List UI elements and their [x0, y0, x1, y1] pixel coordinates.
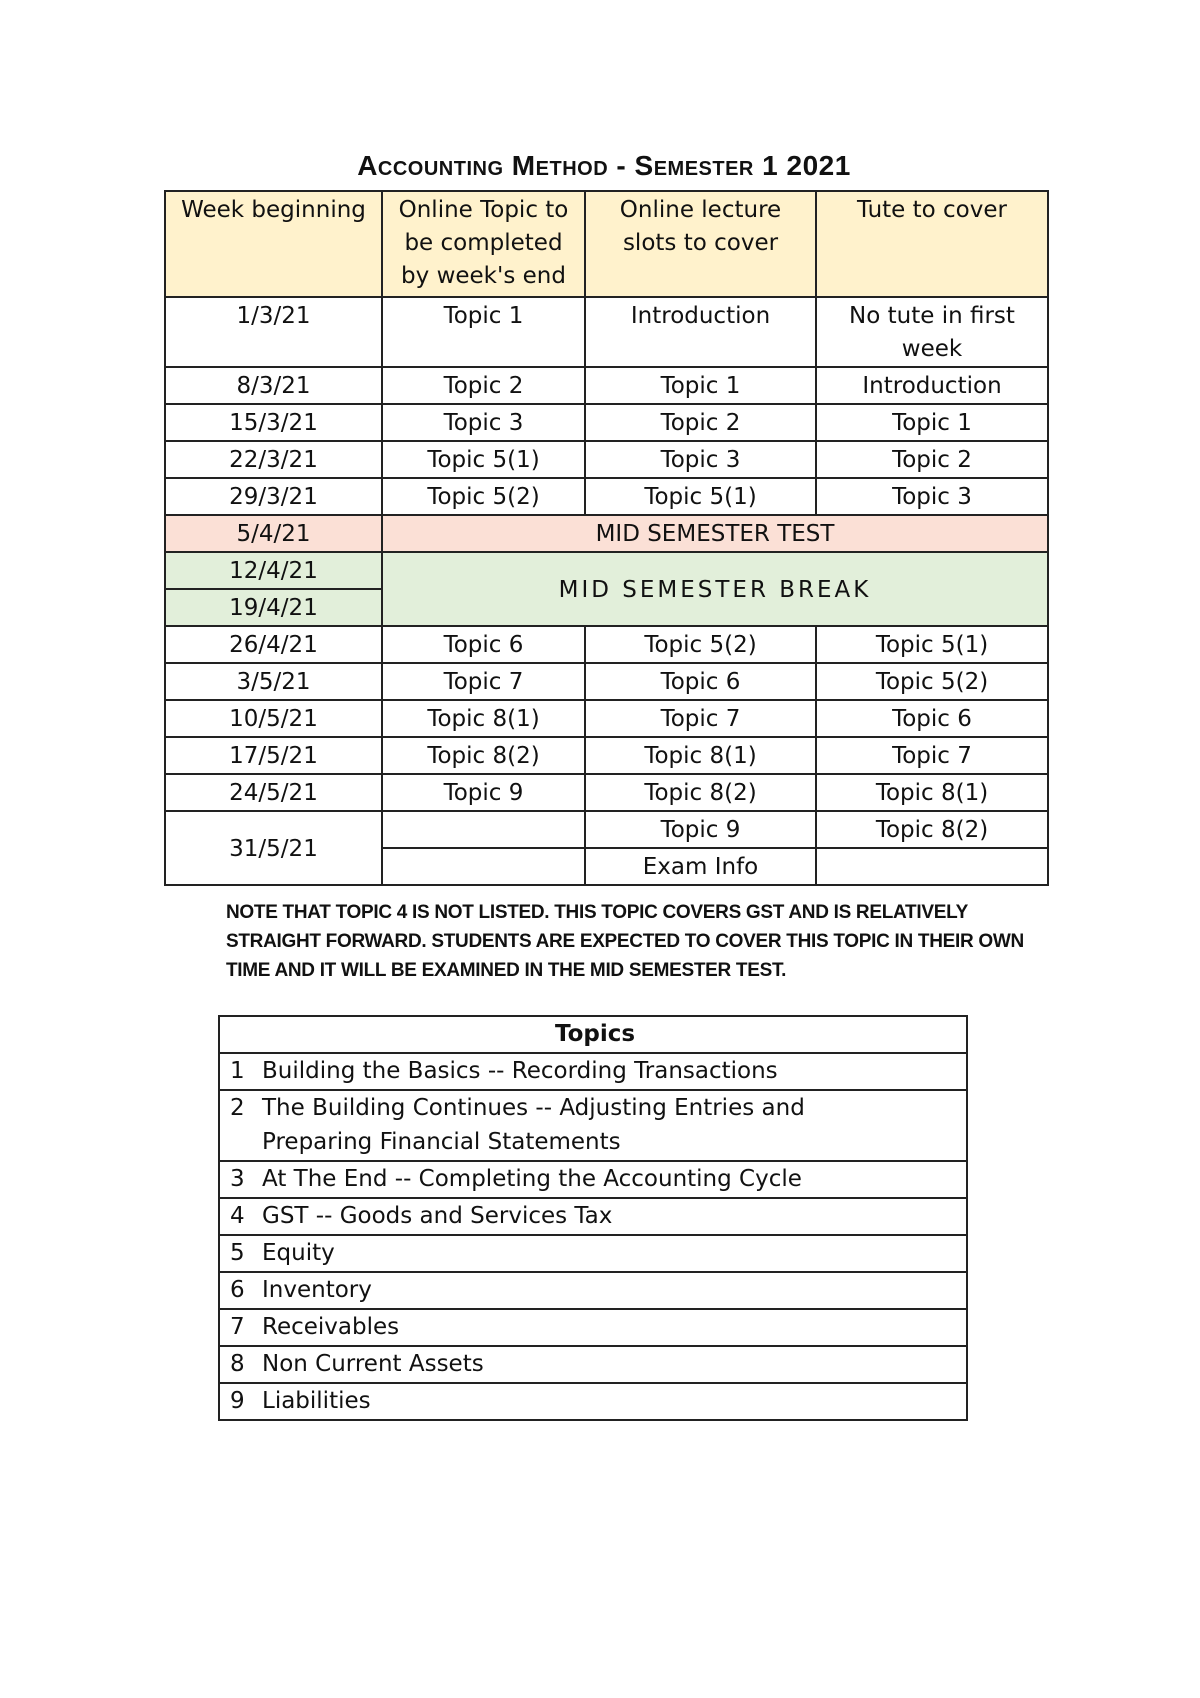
week-cell: 15/3/21 — [165, 404, 382, 441]
topic-cell — [219, 1235, 967, 1272]
topic4-note: NOTE THAT TOPIC 4 IS NOT LISTED. THIS TOPIC COVERS GST AND IS RELATIVELY STRAIGHT FORWARD. STUDENTS ARE EXPECTED TO COVER THIS TOPIC IN THEIR OWN TIME AND IT WILL BE EXAMINED IN THE MID SEMESTER TEST. — [226, 902, 1024, 981]
tute-cell: Topic 8(1) — [816, 774, 1048, 811]
tute-cell: Topic 5(2) — [816, 663, 1048, 700]
week-cell: 8/3/21 — [165, 367, 382, 404]
topic-name: Liabilities — [262, 1388, 371, 1414]
topic-cell — [219, 1090, 967, 1161]
schedule-body — [165, 191, 1048, 885]
schedule-row — [165, 404, 1048, 441]
topic-row — [219, 1198, 967, 1235]
week-cell: 1/3/21 — [165, 297, 382, 367]
week-cell: 24/5/21 — [165, 774, 382, 811]
lecture-cell: Introduction — [585, 297, 816, 367]
topic-row — [219, 1309, 967, 1346]
topic-cell — [219, 1053, 967, 1090]
tute-cell: Topic 6 — [816, 700, 1048, 737]
header-lecture-slots: Online lecture slots to cover — [585, 191, 816, 297]
schedule-row — [165, 663, 1048, 700]
tute-cell: Topic 5(1) — [816, 626, 1048, 663]
week-cell: 17/5/21 — [165, 737, 382, 774]
topic-number: 3 — [230, 1166, 245, 1192]
topic-row — [219, 1383, 967, 1420]
lecture-cell: Topic 5(1) — [585, 478, 816, 515]
topic-name: The Building Continues -- Adjusting Entries and Preparing Financial Statements — [262, 1095, 805, 1155]
topic-number: 6 — [230, 1277, 245, 1303]
break-label: MID SEMESTER BREAK — [382, 552, 1048, 626]
topic-number: 7 — [230, 1314, 245, 1340]
schedule-row — [165, 626, 1048, 663]
lecture-cell: Topic 7 — [585, 700, 816, 737]
topic-number: 4 — [230, 1203, 245, 1229]
lecture-cell: Topic 9 — [585, 811, 816, 848]
online-topic-cell: Topic 8(1) — [382, 700, 585, 737]
topic-cell — [219, 1383, 967, 1420]
topic-number: 1 — [230, 1058, 245, 1084]
topic-number: 2 — [230, 1095, 245, 1121]
page-title: Accounting Method - Semester 1 2021 — [357, 150, 851, 181]
topic-cell — [219, 1161, 967, 1198]
header-week: Week beginning — [165, 191, 382, 297]
week-cell: 22/3/21 — [165, 441, 382, 478]
topics-heading: Topics — [219, 1016, 967, 1053]
topic-row — [219, 1161, 967, 1198]
lecture-cell: Topic 3 — [585, 441, 816, 478]
online-topic-cell: Topic 2 — [382, 367, 585, 404]
tute-cell: Topic 7 — [816, 737, 1048, 774]
online-topic-cell: Topic 3 — [382, 404, 585, 441]
schedule-header-row — [165, 191, 1048, 297]
online-topic-cell: Topic 9 — [382, 774, 585, 811]
online-topic-cell: Topic 7 — [382, 663, 585, 700]
schedule-row — [165, 297, 1048, 367]
tute-cell: Topic 3 — [816, 478, 1048, 515]
topic-name: Inventory — [262, 1277, 372, 1303]
week-cell: 10/5/21 — [165, 700, 382, 737]
lecture-cell: Topic 8(2) — [585, 774, 816, 811]
schedule-row — [165, 811, 1048, 848]
lecture-cell: Topic 6 — [585, 663, 816, 700]
topics-header-row — [219, 1016, 967, 1053]
topic-cell — [219, 1346, 967, 1383]
topics-body — [219, 1016, 967, 1420]
topic-name: Building the Basics -- Recording Transactions — [262, 1058, 778, 1084]
topic-row — [219, 1090, 967, 1161]
topic-number: 8 — [230, 1351, 245, 1377]
mid-test-row — [165, 515, 1048, 552]
online-topic-cell — [382, 811, 585, 848]
topic-cell — [219, 1198, 967, 1235]
schedule-row — [165, 478, 1048, 515]
tute-cell: Topic 2 — [816, 441, 1048, 478]
header-online-topic: Online Topic to be completed by week's end — [382, 191, 585, 297]
lecture-cell: Topic 2 — [585, 404, 816, 441]
topic-row — [219, 1053, 967, 1090]
online-topic-cell — [382, 848, 585, 885]
mid-test-label: MID SEMESTER TEST — [382, 515, 1048, 552]
online-topic-cell: Topic 8(2) — [382, 737, 585, 774]
tute-cell: Topic 8(2) — [816, 811, 1048, 848]
lecture-cell: Topic 5(2) — [585, 626, 816, 663]
topic-name: Receivables — [262, 1314, 400, 1340]
topic-name: Non Current Assets — [262, 1351, 484, 1377]
topic-row — [219, 1346, 967, 1383]
week-cell: 29/3/21 — [165, 478, 382, 515]
header-tute: Tute to cover — [816, 191, 1048, 297]
lecture-cell: Topic 8(1) — [585, 737, 816, 774]
schedule-row — [165, 700, 1048, 737]
topic-cell — [219, 1309, 967, 1346]
online-topic-cell: Topic 5(1) — [382, 441, 585, 478]
online-topic-cell: Topic 6 — [382, 626, 585, 663]
topic-name: Equity — [262, 1240, 335, 1266]
online-topic-cell: Topic 5(2) — [382, 478, 585, 515]
schedule-table — [164, 190, 1049, 886]
lecture-cell: Exam Info — [585, 848, 816, 885]
week-cell: 3/5/21 — [165, 663, 382, 700]
schedule-row — [165, 737, 1048, 774]
topic-row — [219, 1272, 967, 1309]
topic-name: At The End -- Completing the Accounting Cycle — [262, 1166, 802, 1192]
lecture-cell: Topic 1 — [585, 367, 816, 404]
break-row — [165, 552, 1048, 589]
break-week: 12/4/21 — [165, 552, 382, 589]
topic-number: 9 — [230, 1388, 245, 1414]
week-cell: 26/4/21 — [165, 626, 382, 663]
tute-cell: Topic 1 — [816, 404, 1048, 441]
tute-cell: No tute in first week — [816, 297, 1048, 367]
schedule-row — [165, 367, 1048, 404]
tute-cell: Introduction — [816, 367, 1048, 404]
topic-cell — [219, 1272, 967, 1309]
week-cell: 31/5/21 — [165, 811, 382, 885]
break-week: 19/4/21 — [165, 589, 382, 626]
topic-name: GST -- Goods and Services Tax — [262, 1203, 613, 1229]
topic-row — [219, 1235, 967, 1272]
topics-table — [218, 1015, 968, 1421]
tute-cell — [816, 848, 1048, 885]
schedule-row — [165, 774, 1048, 811]
schedule-row — [165, 441, 1048, 478]
mid-test-week: 5/4/21 — [165, 515, 382, 552]
online-topic-cell: Topic 1 — [382, 297, 585, 367]
topic-number: 5 — [230, 1240, 245, 1266]
